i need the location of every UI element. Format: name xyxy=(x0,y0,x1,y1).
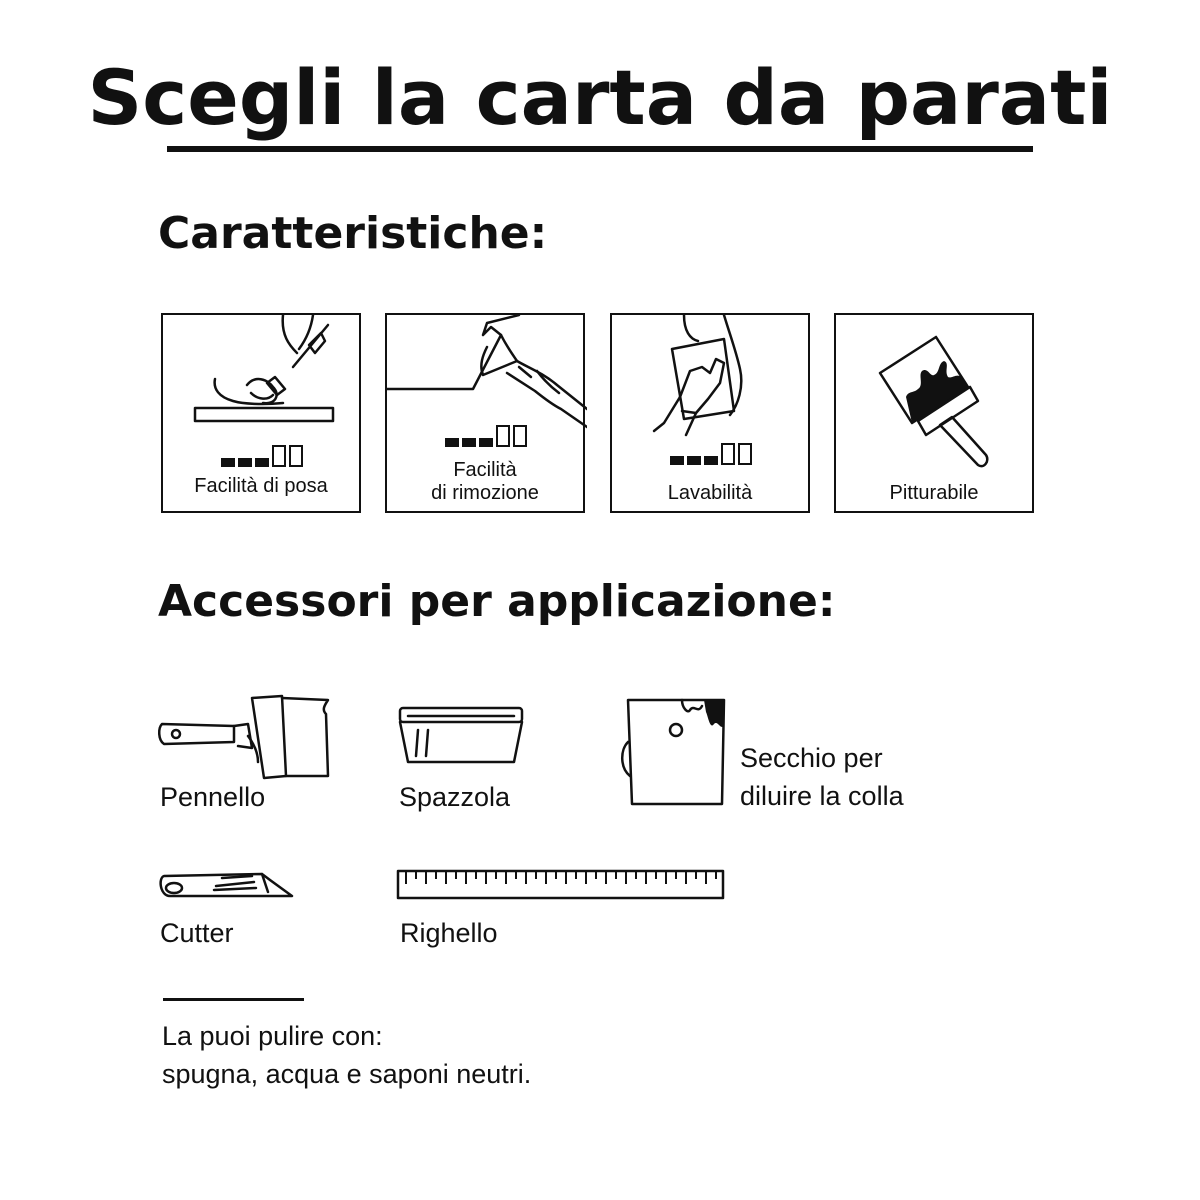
feature-label: Pitturabile xyxy=(889,482,979,504)
feature-label: Facilità di rimozione xyxy=(431,459,539,504)
feature-card-posa xyxy=(161,313,361,513)
feature-label: Facilità di posa xyxy=(194,475,328,497)
difficulty-rating xyxy=(670,443,752,465)
feature-card-lavabilita xyxy=(610,313,810,513)
cleaning-line-1: La puoi pulire con: xyxy=(162,1021,383,1051)
difficulty-rating xyxy=(445,425,527,447)
cleaning-line-2: spugna, acqua e saponi neutri. xyxy=(162,1059,532,1089)
accessory-label: Spazzola xyxy=(399,782,511,812)
ruler-icon xyxy=(396,868,726,902)
accessories-heading: Accessori per applicazione: xyxy=(158,576,836,627)
accessory-label: Righello xyxy=(400,918,498,948)
difficulty-rating xyxy=(221,445,303,467)
page-title: Scegli la carta da parati xyxy=(87,53,1113,142)
feature-card-pitturabile xyxy=(834,313,1034,513)
feature-card-rimozione xyxy=(385,313,585,513)
feature-label: Lavabilità xyxy=(667,482,753,504)
features-heading: Caratteristiche: xyxy=(158,208,548,259)
accessory-label: Cutter xyxy=(160,918,234,948)
accessory-label: Secchio per diluire la colla xyxy=(740,743,904,811)
accessory-label: Pennello xyxy=(160,782,266,812)
cleaning-note xyxy=(162,1017,531,1093)
title-underline xyxy=(167,146,1033,152)
paste-brush-icon xyxy=(156,692,332,782)
cutter-icon xyxy=(156,864,296,904)
smoothing-brush-icon xyxy=(396,700,526,770)
footer-divider xyxy=(163,998,304,1001)
bucket-icon xyxy=(620,694,730,810)
